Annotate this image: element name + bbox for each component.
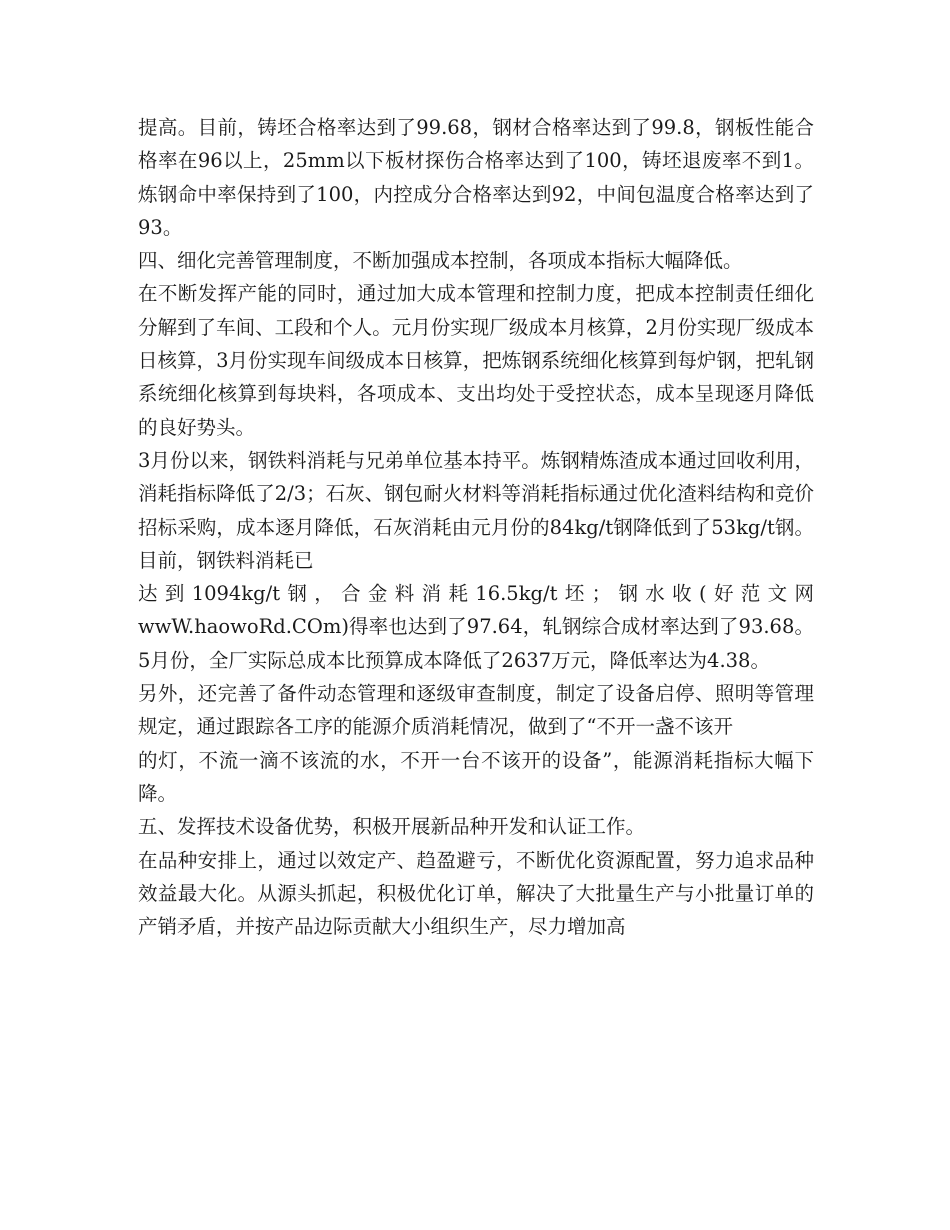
paragraph-quality-rates: 提高。目前，铸坯合格率达到了99.68，钢材合格率达到了99.8，钢板性能合格率在96以上，25mm以下板材探伤合格率达到了100，铸坯退废率不到1。炼钢命中率保持到了100，内控成分合格率达到92，中间包温度合格率达到了93。 (138, 116, 814, 239)
paragraph-cost-accounting: 在不断发挥产能的同时，通过加大成本管理和控制力度，把成本控制责任细化分解到了车间、工段和个人。元月份实现厂级成本月核算，2月份实现厂级成本日核算，3月份实现车间级成本日核算，把炼钢系统细化核算到每炉钢，把轧钢系统细化核算到每块料，各项成本、支出均处于受控状态，成本呈现逐月降低的良好势头。 (138, 282, 814, 439)
paragraph-energy-result: 的灯，不流一滴不该流的水，不开一台不该开的设备”，能源消耗指标大幅下降。 (138, 748, 814, 805)
paragraph-energy-management: 另外，还完善了备件动态管理和逐级审查制度，制定了设备启停、照明等管理规定，通过跟踪各工序的能源介质消耗情况，做到了“不开一盏不该开 (138, 682, 814, 739)
paragraph-product-mix: 在品种安排上，通过以效定产、趋盈避亏，不断优化资源配置，努力追求品种效益最大化。从源头抓起，积极优化订单，解决了大批量生产与小批量订单的产销矛盾，并按产品边际贡献大小组织生产，尽力增加高 (138, 848, 814, 939)
paragraph-consumption-reduction: 3月份以来，钢铁料消耗与兄弟单位基本持平。炼钢精炼渣成本通过回收利用，消耗指标降低了2/3；石灰、钢包耐火材料等消耗指标通过优化渣料结构和竞价招标采购，成本逐月降低，石灰消耗由元月份的84kg/t钢降低到了53kg/t钢。目前，钢铁料消耗已 (138, 448, 814, 572)
document-body (138, 111, 814, 943)
paragraph-yield-rates: 达到1094kg/t钢，合金料消耗16.5kg/t坯；钢水收(好范文网wwW.haowoRd.COm)得率也达到了97.64，轧钢综合成材率达到了93.68。5月份，全厂实际总成本比预算成本降低了2637万元，降低率达为4.38。 (138, 582, 814, 672)
section-heading-new-products: 五、发挥技术设备优势，积极开展新品种开发和认证工作。 (138, 815, 646, 839)
section-heading-cost-control: 四、细化完善管理制度，不断加强成本控制，各项成本指标大幅降低。 (138, 249, 743, 273)
